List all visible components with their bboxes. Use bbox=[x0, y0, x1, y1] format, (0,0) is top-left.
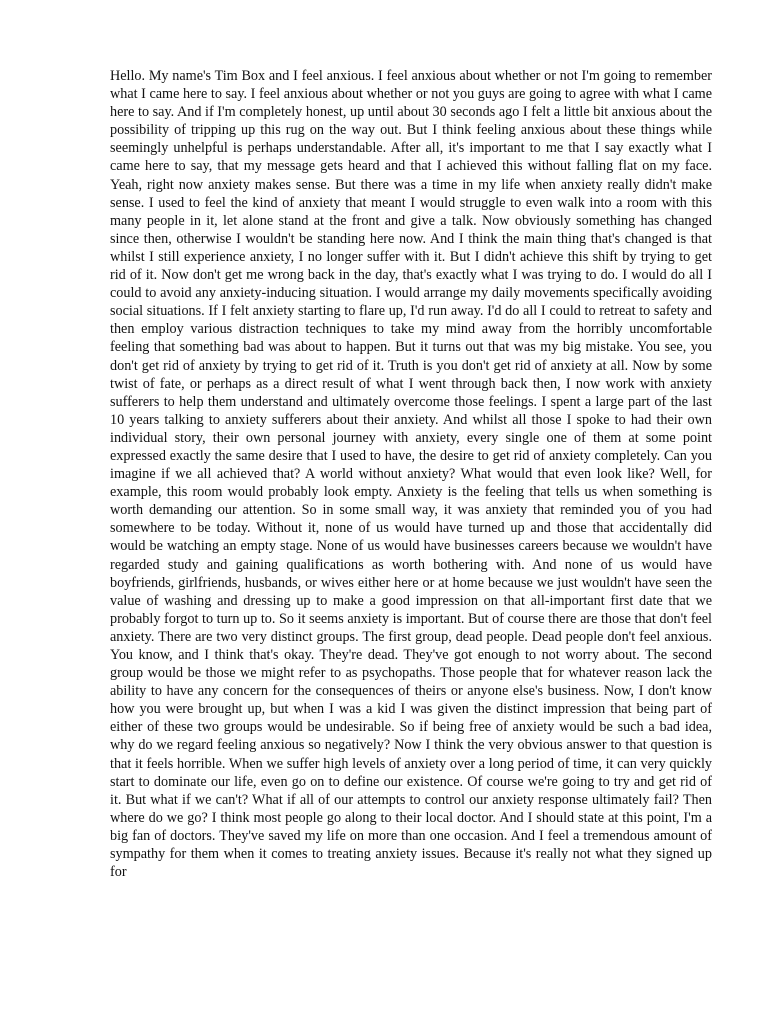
transcript-paragraph: Hello. My name's Tim Box and I feel anxious. I feel anxious about whether or not I'm going to remember what I came here to say. I feel anxious about whether or not you guys are going to agree with what I came here to say. And if I'm completely honest, up until about 30 seconds ago I felt a little bit anxious about the possibility of tripping up this rug on the way out. But I think feeling anxious about these things while seemingly unhelpful is perhaps understandable. After all, it's important to me that I say exactly what I came here to say, that my message gets heard and that I achieved this without falling flat on my face. Yeah, right now anxiety makes sense. But there was a time in my life when anxiety really didn't make sense. I used to feel the kind of anxiety that meant I would struggle to even walk into a room with this many people in it, let alone stand at the front and give a talk. Now obviously something has changed since then, otherwise I wouldn't be standing here now. And I think the main thing that's changed is that whilst I still experience anxiety, I no longer suffer with it. But I didn't achieve this shift by trying to get rid of it. Now don't get me wrong back in the day, that's exactly what I was trying to do. I would do all I could to avoid any anxiety-inducing situation. I would arrange my daily movements specifically avoiding social situations. If I felt anxiety starting to flare up, I'd run away. I'd do all I could to retreat to safety and then employ various distraction techniques to take my mind away from the horribly uncomfortable feeling that something bad was about to happen. But it turns out that was my big mistake. You see, you don't get rid of anxiety by trying to get rid of it. Truth is you don't get rid of anxiety at all. Now by some twist of fate, or perhaps as a direct result of what I went through back then, I now work with anxiety sufferers to help them understand and ultimately overcome those feelings. I spent a large part of the last 10 years talking to anxiety sufferers about their anxiety. And whilst all those I spoke to had their own individual story, their own personal journey with anxiety, every single one of them at some point expressed exactly the same desire that I used to have, the desire to get rid of anxiety completely. Can you imagine if we all achieved that? A world without anxiety? What would that even look like? Well, for example, this room would probably look empty. Anxiety is the feeling that tells us when something is worth demanding our attention. So in some small way, it was anxiety that reminded you of you had somewhere to be today. Without it, none of us would have turned up and those that accidentally did would be watching an empty stage. None of us would have businesses careers because we wouldn't have regarded study and gaining qualifications as worth bothering with. And none of us would have boyfriends, girlfriends, husbands, or wives either here or at home because we just wouldn't have seen the value of washing and dressing up to make a good impression on that all-important first date that we probably forgot to turn up to. So it seems anxiety is important. But of course there are those that don't feel anxiety. There are two very distinct groups. The first group, dead people. Dead people don't feel anxious. You know, and I think that's okay. They're dead. They've got enough to not worry about. The second group would be those we might refer to as psychopaths. Those people that for whatever reason lack the ability to have any concern for the consequences of theirs or anyone else's business. Now, I don't know how you were brought up, but when I was a kid I was given the distinct impression that being part of either of these two groups would be undesirable. So if being free of anxiety would be such a bad idea, why do we regard feeling anxious so negatively? Now I think the very obvious answer to that question is that it feels horrible. When we suffer high levels of anxiety over a long period of time, it can very quickly start to dominate our life, even go on to define our existence. Of course we're going to try and get rid of it. But what if we can't? What if all of our attempts to control our anxiety response ultimately fail? Then where do we go? I think most people go along to their local doctor. And I should state at this point, I'm a big fan of doctors. They've saved my life on more than one occasion. And I feel a tremendous amount of sympathy for them when it comes to treating anxiety issues. Because it's really not what they signed up for bbox=[110, 68, 712, 881]
document-page bbox=[110, 67, 712, 881]
